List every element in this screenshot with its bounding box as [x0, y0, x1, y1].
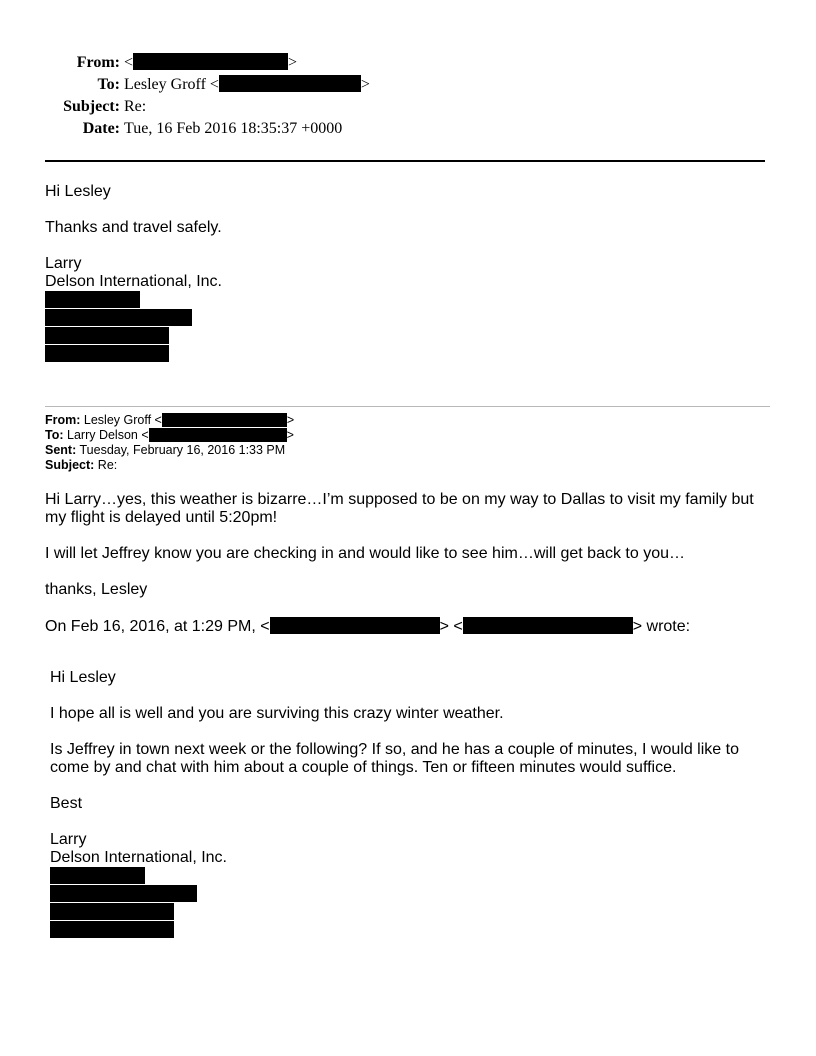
lesley-line-1: Hi Larry…yes, this weather is bizarre…I’m supposed to be on my way to Dallas to visit my family but [45, 491, 754, 508]
header-divider [45, 160, 765, 162]
quoted-sent-row [45, 443, 285, 458]
quoted-sent-value: Tuesday, February 16, 2016 1:33 PM [79, 443, 286, 457]
date-row [0, 118, 816, 140]
original-signature-name: Larry [50, 831, 87, 848]
redaction-block [45, 309, 192, 326]
redaction-block [162, 413, 287, 427]
quoted-sent-label: Sent: [45, 443, 77, 457]
original-signature-company: Delson International, Inc. [50, 849, 227, 866]
to-row [0, 74, 816, 96]
quoted-subject-value: Re: [97, 458, 118, 472]
quoted-subject-row [45, 458, 117, 473]
redaction-block [45, 327, 169, 344]
redaction-block [45, 345, 169, 362]
date-value: Tue, 16 Feb 2016 18:35:37 +0000 [124, 120, 343, 137]
quoted-from-row: From: Lesley Groff < > [45, 413, 295, 427]
redaction-block [219, 75, 361, 92]
reply-signature-company: Delson International, Inc. [45, 273, 222, 290]
subject-row [0, 96, 816, 118]
quoted-to-label: To: [45, 428, 64, 442]
redaction-block [270, 617, 440, 634]
date-label: Date: [82, 120, 120, 137]
lesley-line-2: my flight is delayed until 5:20pm! [45, 509, 278, 526]
reply-signature-name: Larry [45, 255, 82, 272]
from-row [0, 52, 816, 74]
original-paragraph-2-line-2: come by and chat with him about a couple of things. Ten or fifteen minutes would suffice. [50, 759, 677, 776]
quoted-subject-label: Subject: [45, 458, 95, 472]
redaction-block [50, 867, 145, 884]
quote-separator [45, 406, 770, 407]
original-greeting: Hi Lesley [50, 669, 116, 686]
redaction-block [50, 885, 197, 902]
redaction-block [133, 53, 288, 70]
from-value: < > [124, 54, 298, 71]
redaction-block [463, 617, 633, 634]
lesley-paragraph-2: I will let Jeffrey know you are checking in and would like to see him…will get back to you… [45, 545, 686, 562]
to-label: To: [97, 76, 120, 93]
reply-greeting: Hi Lesley [45, 183, 111, 200]
original-closing: Best [50, 795, 83, 812]
subject-label: Subject: [63, 98, 120, 115]
quoted-from-value: Lesley Groff < [83, 413, 162, 427]
wrote-line: On Feb 16, 2016, at 1:29 PM, < > < > wrote: [45, 618, 691, 635]
lesley-sign-off: thanks, Lesley [45, 581, 148, 598]
redaction-block [45, 291, 140, 308]
redaction-block [50, 921, 174, 938]
quoted-from-label: From: [45, 413, 81, 427]
quoted-to-value: Larry Delson < [67, 428, 149, 442]
quoted-to-row: To: Larry Delson < > [45, 428, 294, 442]
from-label: From: [76, 54, 120, 71]
to-value: Lesley Groff < > [124, 76, 370, 93]
original-paragraph-2-line-1: Is Jeffrey in town next week or the following? If so, and he has a couple of minutes, I would like to [50, 741, 739, 758]
redaction-block [50, 903, 174, 920]
redaction-block [149, 428, 287, 442]
original-paragraph-1: I hope all is well and you are surviving this crazy winter weather. [50, 705, 504, 722]
reply-text: Thanks and travel safely. [45, 219, 222, 236]
subject-value: Re: [124, 98, 147, 115]
